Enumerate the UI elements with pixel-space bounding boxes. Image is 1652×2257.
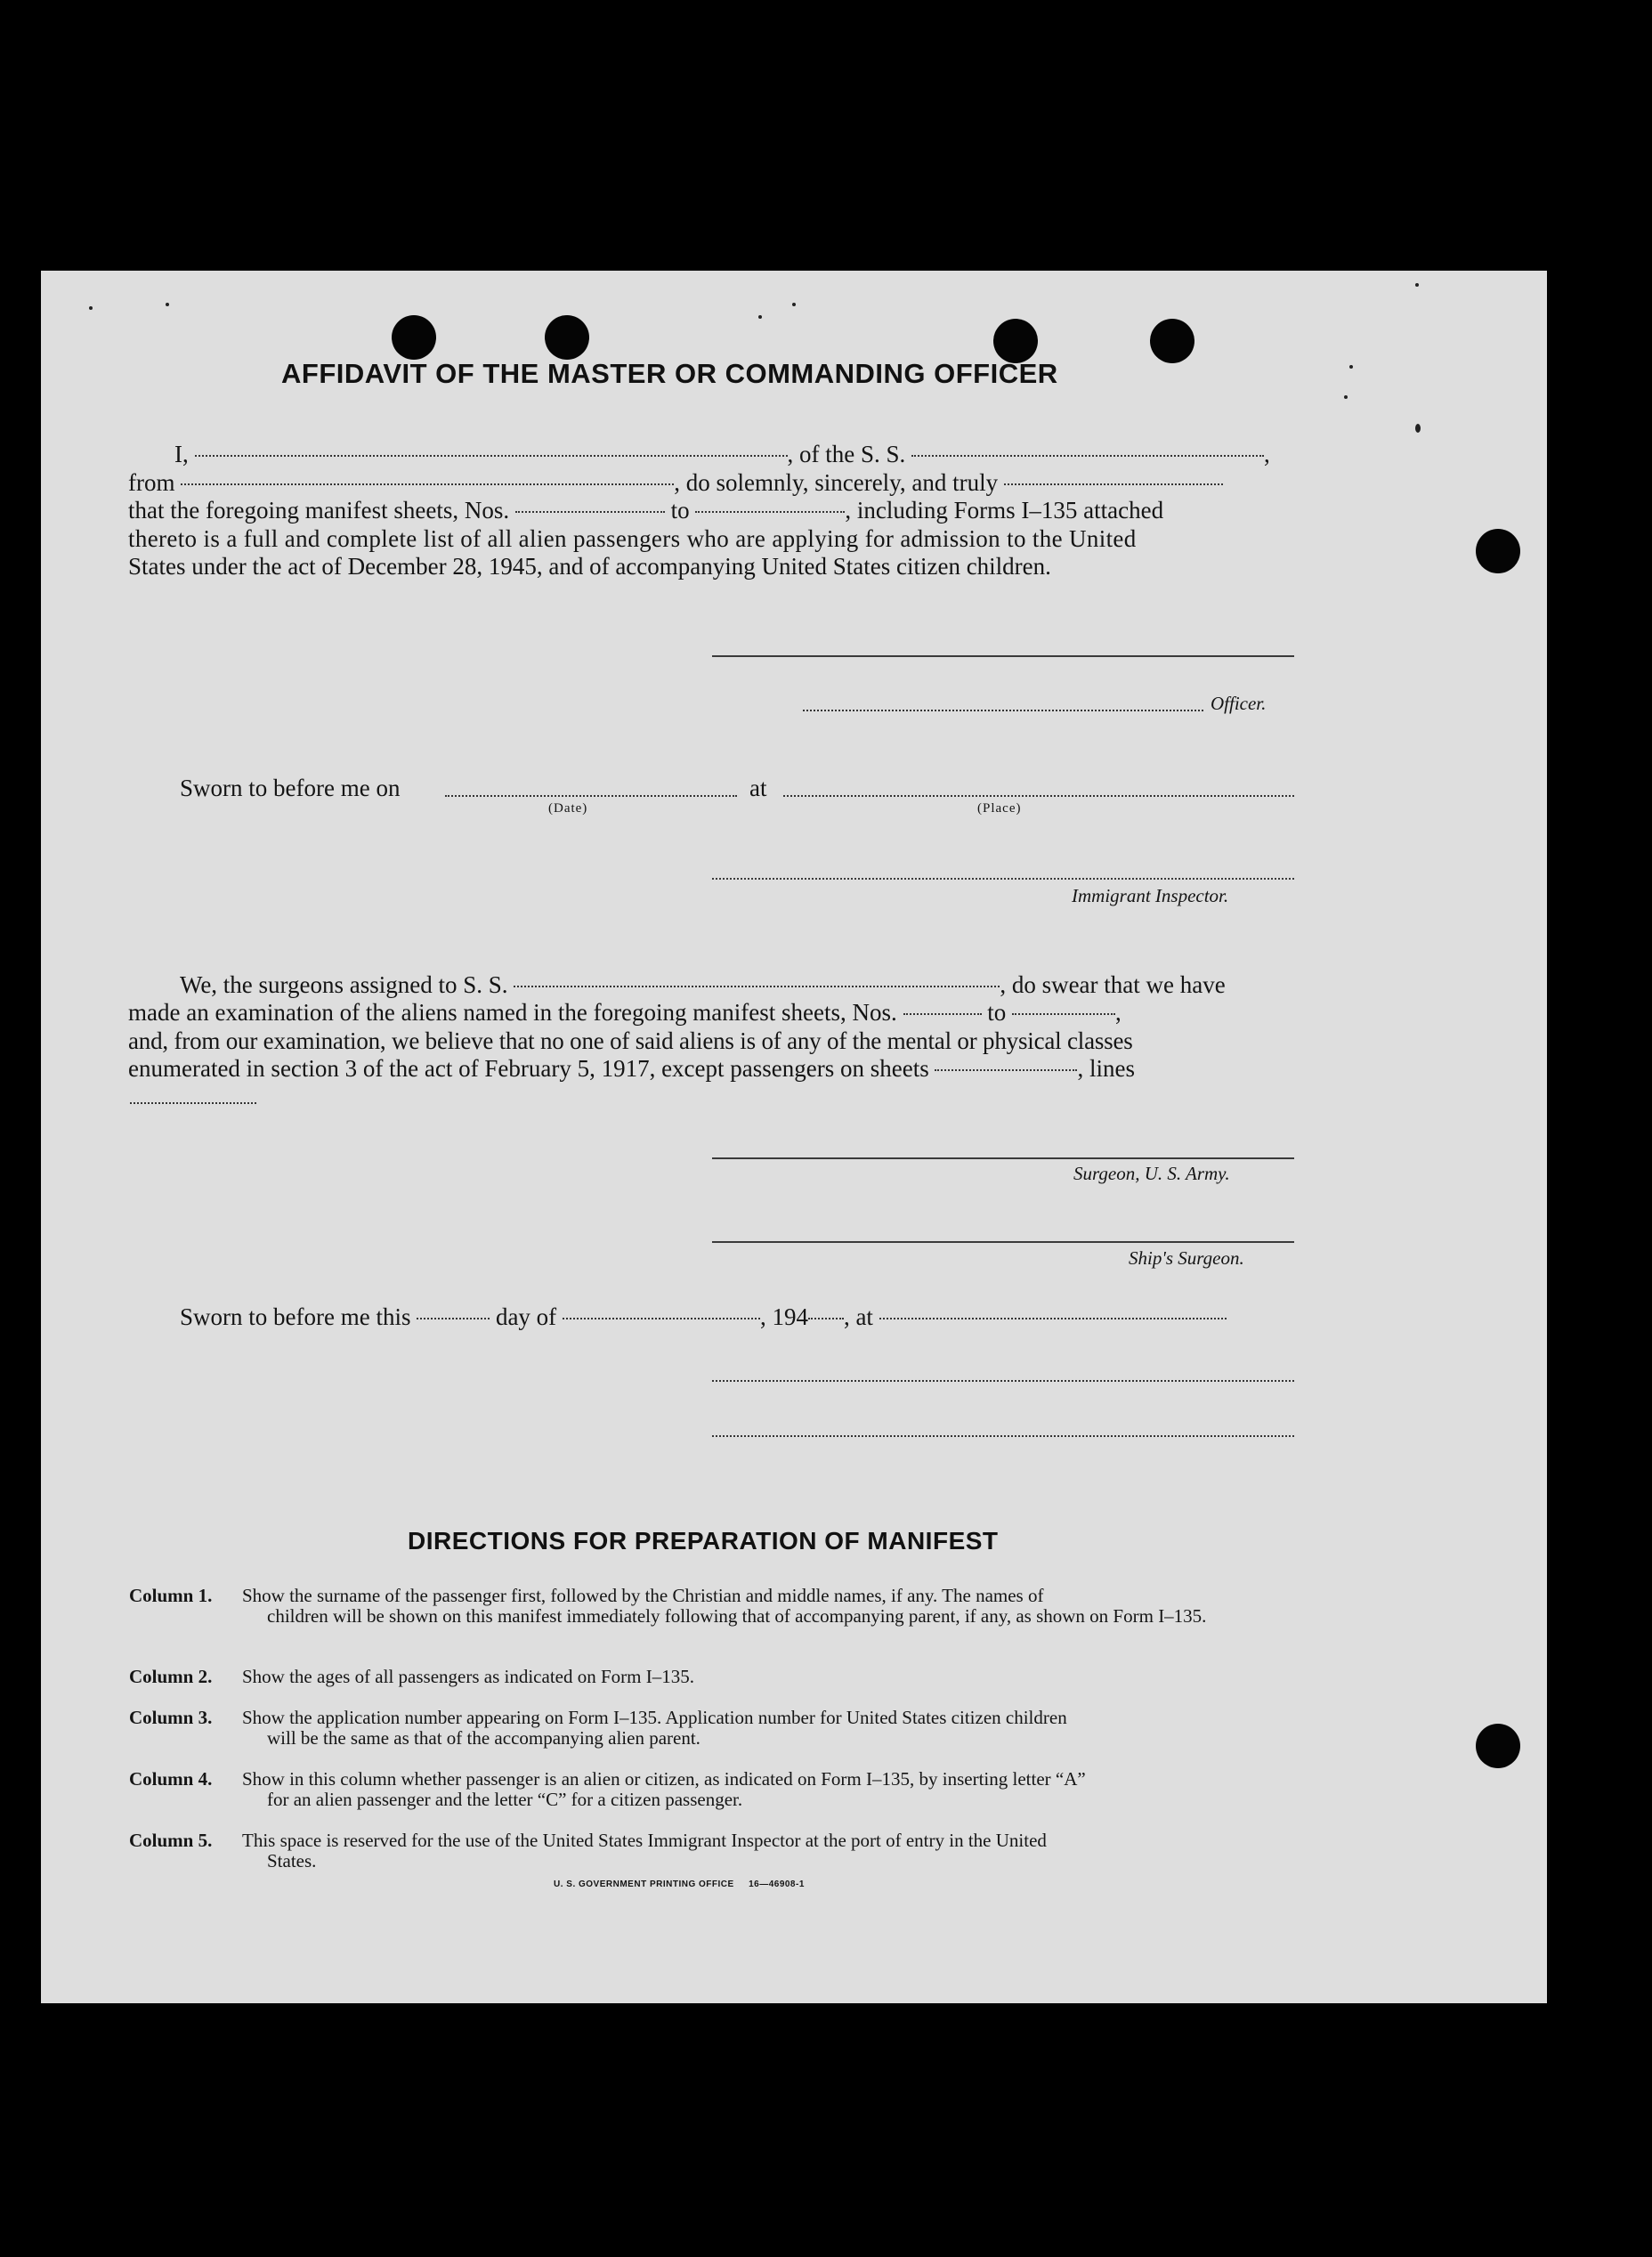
inspector-label: Immigrant Inspector. [1072, 885, 1229, 906]
place-caption: (Place) [977, 801, 1022, 816]
text: We, the surgeons assigned to S. S. [180, 971, 508, 998]
column-text [242, 1667, 1298, 1687]
column-text [242, 1831, 1298, 1871]
column-text [242, 1708, 1298, 1749]
affidavit-line-4: thereto is a full and complete list of all alien passengers who are applying for admission to the United [128, 525, 1137, 552]
affidavit-line-1 [174, 441, 1270, 467]
text-cont: children will be shown on this manifest immediately following that of accompanying parent, if any, as shown on Form I–135. [267, 1605, 1207, 1627]
speck [166, 303, 169, 306]
speck [1415, 424, 1421, 433]
text: This space is reserved for the use of the United States Immigrant Inspector at the port of entry in the United [242, 1830, 1047, 1851]
text: from [128, 469, 175, 496]
text: Show the ages of all passengers as indicated on Form I–135. [242, 1666, 694, 1687]
speck [1349, 365, 1353, 369]
column-label: Column 1. [129, 1585, 213, 1606]
ship-surgeon-label: Ship's Surgeon. [1129, 1247, 1244, 1269]
affidavit-line-3 [128, 497, 1163, 524]
text: , of the S. S. [787, 441, 906, 467]
text-cont: for an alien passenger and the letter “C” for a citizen passenger. [267, 1789, 743, 1810]
blank-surgeon-ship[interactable] [514, 986, 1000, 987]
officer-signature-line[interactable] [712, 655, 1294, 657]
column-label: Column 3. [129, 1707, 213, 1728]
text: to [987, 999, 1007, 1026]
punch-hole [545, 315, 589, 360]
blank-from[interactable] [181, 483, 674, 485]
blank-sheets-to[interactable] [1012, 1013, 1115, 1015]
blank-nos-from[interactable] [515, 511, 665, 513]
text: that the foregoing manifest sheets, Nos. [128, 497, 510, 524]
column-text [242, 1586, 1298, 1627]
sworn-2-signature-line[interactable] [712, 1380, 1294, 1382]
text: , lines [1077, 1055, 1135, 1082]
speck [1344, 395, 1348, 399]
officer-label: Officer. [1211, 693, 1267, 714]
blank-day[interactable] [417, 1318, 490, 1319]
sworn-2-title-line[interactable] [712, 1435, 1294, 1437]
printer-imprint: U. S. GOVERNMENT PRINTING OFFICE 16—46908-1 [554, 1879, 805, 1889]
punch-hole [1150, 319, 1194, 363]
army-surgeon-signature-line[interactable] [712, 1157, 1294, 1159]
officer-title-line[interactable] [803, 710, 1203, 711]
surgeons-line-1 [180, 971, 1226, 998]
blank-exception-lines[interactable] [130, 1102, 256, 1104]
affidavit-line-5: States under the act of December 28, 1945, and of accompanying United States citizen children. [128, 553, 1051, 580]
sworn-2-line [180, 1303, 1227, 1330]
inspector-signature-line[interactable] [712, 878, 1294, 880]
column-label: Column 5. [129, 1830, 213, 1851]
text: to [670, 497, 690, 524]
sworn-1-prefix: Sworn to before me on [180, 775, 401, 801]
blank-year[interactable] [808, 1318, 844, 1319]
blank-truly[interactable] [1004, 483, 1223, 485]
blank-name[interactable] [195, 455, 788, 457]
text: , at [843, 1303, 873, 1330]
text: day of [495, 1303, 557, 1330]
speck [89, 306, 93, 310]
directions-title: DIRECTIONS FOR PREPARATION OF MANIFEST [408, 1527, 999, 1555]
punch-hole [1476, 529, 1520, 573]
text: Show in this column whether passenger is an alien or citizen, as indicated on Form I–135, by inserting letter “A” [242, 1768, 1086, 1790]
column-text [242, 1769, 1298, 1810]
date-caption: (Date) [548, 801, 588, 816]
text: , do swear that we have [1000, 971, 1226, 998]
text: , [1115, 999, 1122, 1026]
column-label: Column 4. [129, 1768, 213, 1790]
speck [758, 315, 762, 319]
surgeons-line-4 [128, 1055, 1135, 1082]
army-surgeon-label: Surgeon, U. S. Army. [1073, 1163, 1230, 1184]
blank-exception-sheets[interactable] [935, 1069, 1077, 1071]
text: , do solemnly, sincerely, and truly [674, 469, 999, 496]
text: , 194 [759, 1303, 808, 1330]
sworn-1-at: at [749, 775, 767, 801]
column-label: Column 2. [129, 1666, 213, 1687]
text: made an examination of the aliens named in the foregoing manifest sheets, Nos. [128, 999, 897, 1026]
text: Sworn to before me this [180, 1303, 411, 1330]
blank-nos-to[interactable] [695, 511, 845, 513]
text: enumerated in section 3 of the act of February 5, 1917, except passengers on sheets [128, 1055, 929, 1082]
text: I, [174, 441, 189, 467]
punch-hole [1476, 1724, 1520, 1768]
affidavit-line-2 [128, 469, 1223, 496]
affidavit-title: AFFIDAVIT OF THE MASTER OR COMMANDING OFFICER [281, 358, 1058, 389]
blank-month[interactable] [563, 1318, 760, 1319]
text: , [1264, 441, 1270, 467]
blank-sworn-place[interactable] [879, 1318, 1227, 1319]
text-cont: States. [267, 1850, 317, 1871]
blank-sheets-from[interactable] [903, 1013, 982, 1015]
blank-ship[interactable] [911, 455, 1264, 457]
text: Show the surname of the passenger first, followed by the Christian and middle names, if any. The names of [242, 1585, 1044, 1606]
sworn-date-blank[interactable] [445, 795, 737, 797]
speck [1415, 283, 1419, 287]
punch-hole [993, 319, 1038, 363]
speck [792, 303, 796, 306]
surgeons-line-2 [128, 999, 1122, 1026]
text: , including Forms I–135 attached [845, 497, 1164, 524]
sworn-place-blank[interactable] [783, 795, 1294, 797]
text: Show the application number appearing on Form I–135. Application number for United States citizen children [242, 1707, 1067, 1728]
ship-surgeon-signature-line[interactable] [712, 1241, 1294, 1243]
surgeons-line-3: and, from our examination, we believe that no one of said aliens is of any of the mental or physical classes [128, 1027, 1133, 1054]
punch-hole [392, 315, 436, 360]
text-cont: will be the same as that of the accompanying alien parent. [267, 1727, 700, 1749]
